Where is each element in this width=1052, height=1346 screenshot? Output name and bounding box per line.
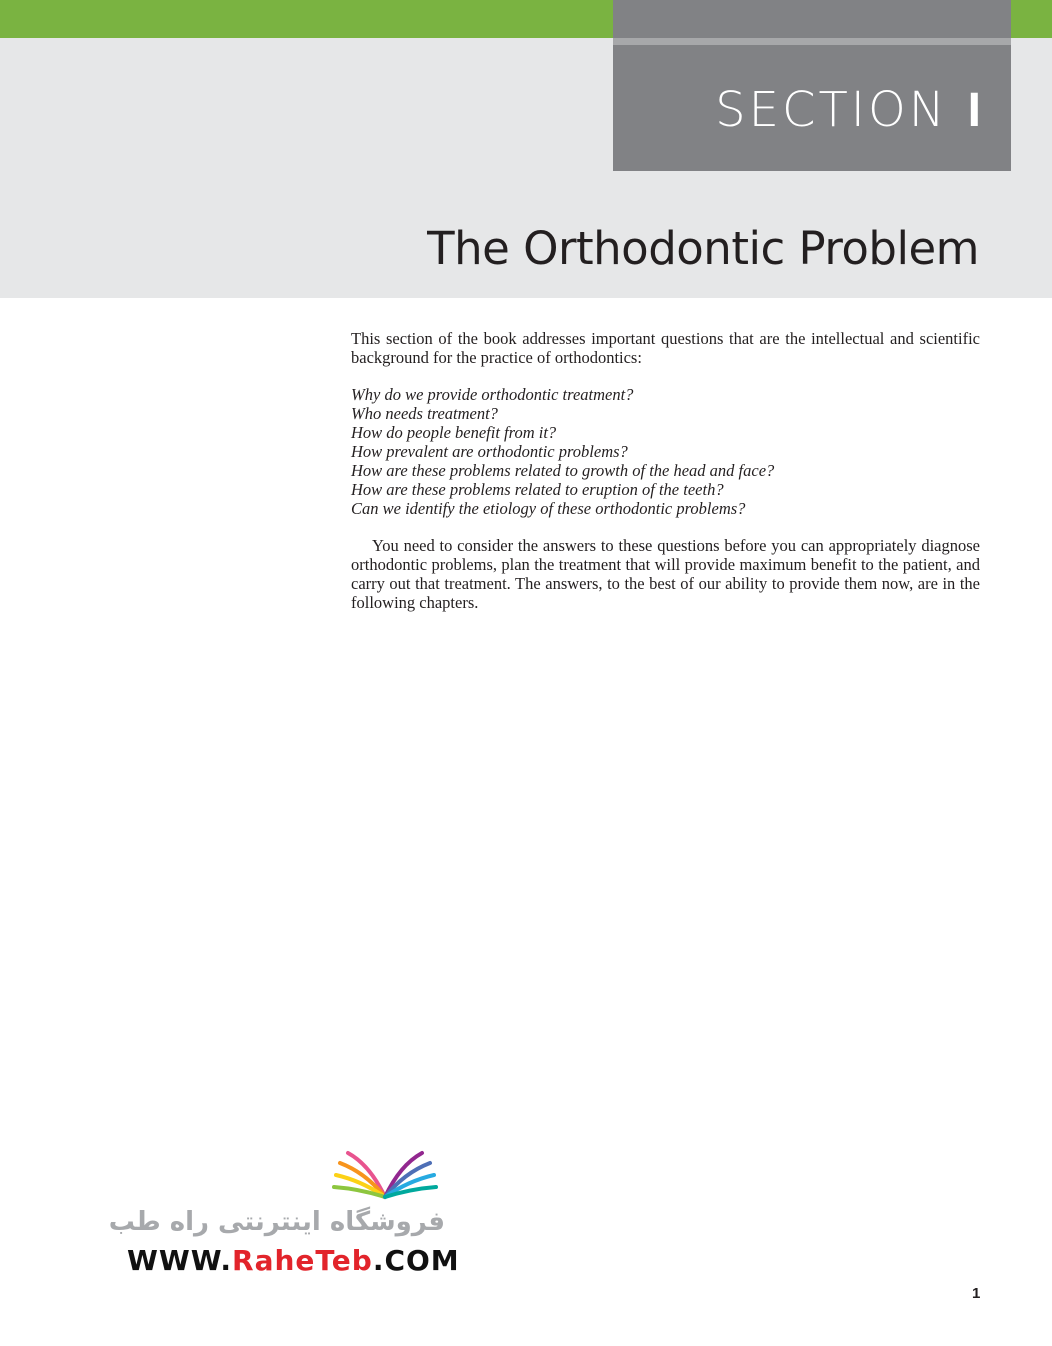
question-item: Why do we provide orthodontic treatment?: [351, 385, 634, 404]
section-box-stripe: [613, 38, 1011, 45]
question-item: How are these problems related to growth of the head and face?: [351, 461, 775, 480]
watermark-persian-text: فروشگاه اینترنتی راه طب: [108, 1207, 445, 1237]
url-prefix: WWW.: [127, 1244, 233, 1277]
question-list: [351, 385, 980, 518]
section-numeral: I: [967, 84, 981, 137]
question-item: Who needs treatment?: [351, 404, 498, 423]
closing-paragraph: You need to consider the answers to these questions before you can appropriately diagnose orthodontic problems, plan the treatment that will provide maximum benefit to the patient, and carry out that treatment. The answers, to the best of our ability to provide them now, are in the following chapters.: [351, 536, 980, 612]
url-suffix: .COM: [372, 1244, 460, 1277]
question-item: How are these problems related to eruption of the teeth?: [351, 480, 724, 499]
page-number: 1: [972, 1285, 981, 1302]
body-text: [351, 329, 980, 612]
watermark-url: [127, 1244, 460, 1277]
section-word: SECTION: [715, 82, 948, 138]
section-box: [613, 0, 1011, 171]
watermark-logo: [108, 1145, 460, 1285]
intro-paragraph: This section of the book addresses important questions that are the intellectual and scientific background for the practice of orthodontics:: [351, 329, 980, 367]
question-item: How prevalent are orthodontic problems?: [351, 442, 628, 461]
url-brand: RaheTeb: [232, 1244, 373, 1277]
section-label: [715, 82, 981, 138]
question-item: Can we identify the etiology of these orthodontic problems?: [351, 499, 746, 518]
page-title: The Orthodontic Problem: [427, 222, 979, 275]
open-book-icon: [330, 1145, 440, 1203]
question-item: How do people benefit from it?: [351, 423, 557, 442]
